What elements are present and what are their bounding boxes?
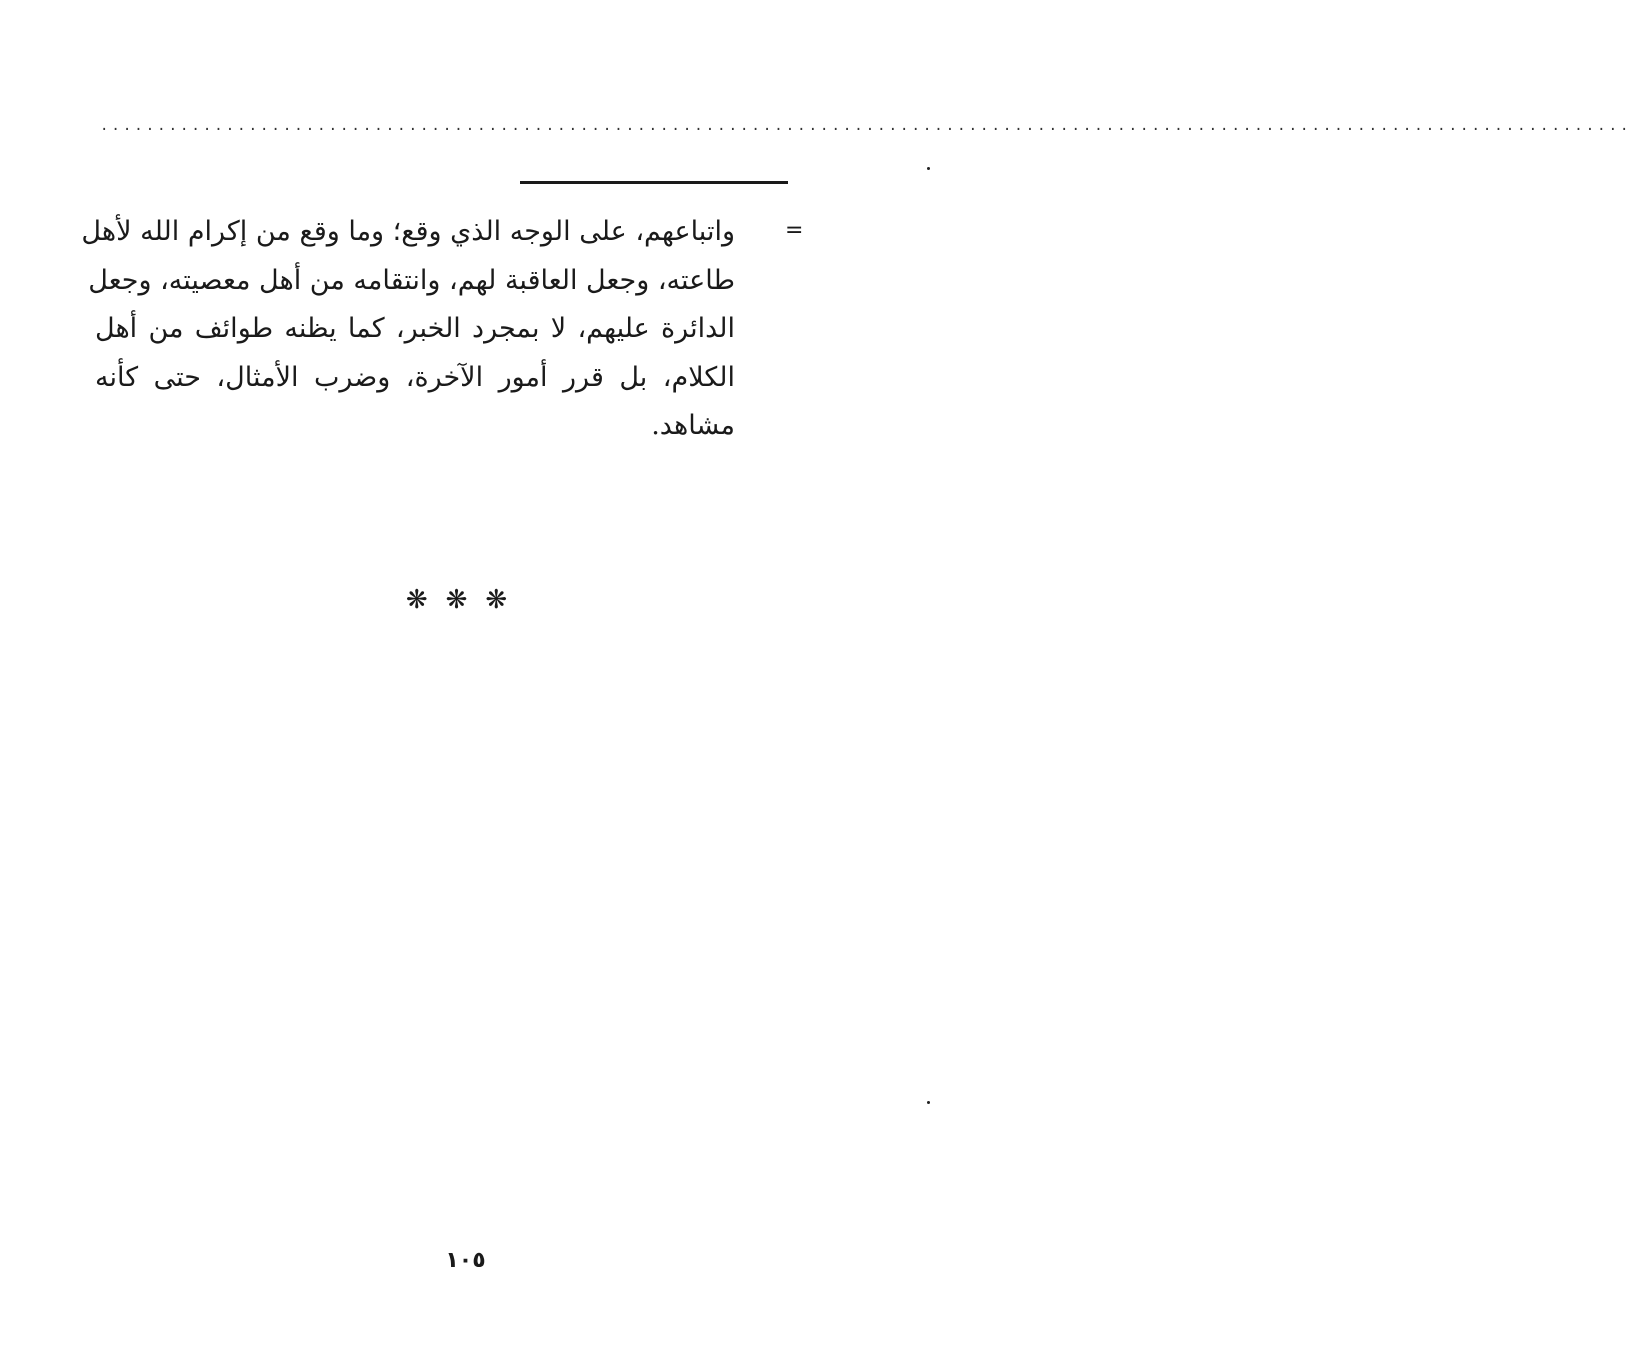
scan-edge-mark-top [927,167,930,170]
footnote-line-3: الدائرة عليهم، لا بمجرد الخبر، كما يظنه طوائف من أهل [95,313,735,344]
footnote-separator-line [520,181,788,184]
page-number: ١٠٥ [445,1248,486,1273]
footnote-line-2: طاعته، وجعل العاقبة لهم، وانتقامه من أهل معصيته، وجعل [88,264,735,296]
header-dotted-rule: ...................................................................................................................................... [100,118,1631,134]
section-separator-asterisks: ❋❋❋ [405,585,526,615]
footnote-line-5: مشاهد. [651,410,735,441]
footnote-text [81,208,735,451]
scan-edge-mark-bottom [927,1101,930,1104]
footnote-line-4: الكلام، بل قرر أمور الآخرة، وضرب الأمثال، حتى كأنه [95,361,735,393]
continuation-mark: = [785,218,804,243]
footnote-line-1: واتباعهم، على الوجه الذي وقع؛ وما وقع من إكرام الله لأهل [81,216,735,247]
